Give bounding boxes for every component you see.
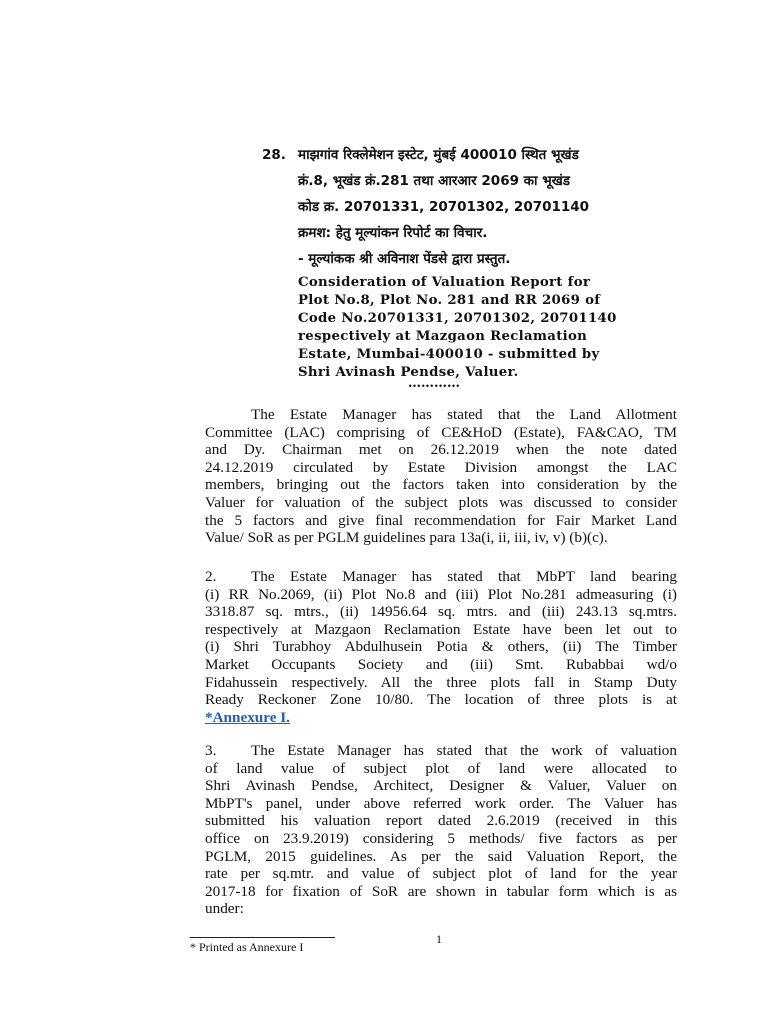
paragraph-line: 2. The Estate Manager has stated that MbPT land bearing <box>205 568 677 585</box>
english-title-line: respectively at Mazgaon Reclamation <box>298 329 588 344</box>
english-title-line: Plot No.8, Plot No. 281 and RR 2069 of <box>298 293 601 308</box>
paragraph-line: rate per sq.mtr. and value of subject plot of land for the year <box>205 865 677 883</box>
paragraph-line: Value/ SoR as per PGLM guidelines para 13a(i, ii, iii, iv, v) (b)(c). <box>205 529 608 547</box>
paragraph-line: Valuer for valuation of the subject plots was discussed to consider <box>205 493 677 511</box>
paragraph-line: Fidahussein respectively. All the three plots fall in Stamp Duty <box>205 673 677 691</box>
paragraph-line: and Dy. Chairman met on 26.12.2019 when the note dated <box>205 441 677 459</box>
paragraph-line: Committee (LAC) comprising of CE&HoD (Estate), FA&CAO, TM <box>205 423 677 441</box>
paragraph-number: 2. <box>205 568 217 585</box>
paragraph-line: Ready Reckoner Zone 10/80. The location of three plots is at <box>205 691 677 709</box>
english-title <box>262 274 642 382</box>
paragraph-line: 3. The Estate Manager has stated that the work of valuation <box>205 742 677 759</box>
annexure-link[interactable]: *Annexure I. <box>205 708 290 726</box>
paragraph-line: MbPT's panel, under above referred work order. The Valuer has <box>205 794 677 812</box>
paragraph-line: (i) Shri Turabhoy Abdulhusein Potia & others, (ii) The Timber <box>205 638 677 656</box>
paragraph-line: members, bringing out the factors taken into consideration by the <box>205 476 677 494</box>
hindi-title-line-4: क्रमश: हेतु मूल्यांकन रिपोर्ट का विचार. <box>298 225 488 241</box>
paragraph-line: Shri Avinash Pendse, Architect, Designer & Valuer, Valuer on <box>205 777 677 795</box>
english-title-line: Estate, Mumbai-400010 - submitted by <box>298 347 600 362</box>
english-title-line: Code No.20701331, 20701302, 20701140 <box>298 311 617 326</box>
paragraph-number: 3. <box>205 742 217 759</box>
footnote-divider <box>190 937 335 938</box>
hindi-title-line-1 <box>262 142 642 168</box>
page-number: 1 <box>436 932 442 946</box>
paragraph-line <box>205 709 677 727</box>
paragraph-line: 2017-18 for fixation of SoR are shown in tabular form which is as <box>205 882 677 900</box>
paragraph-line: Market Occupants Society and (iii) Smt. Rubabbai wd/o <box>205 655 677 673</box>
paragraph-line: 3318.87 sq. mtrs., (ii) 14956.64 sq. mtrs. and (iii) 243.13 sq.mtrs. <box>205 603 677 621</box>
paragraph-line: submitted his valuation report dated 2.6.2019 (received in this <box>205 812 677 830</box>
hindi-title-line-2: क्रं.8, भूखंड क्रं.281 तथा आरआर 2069 का भूखंड <box>298 173 570 189</box>
english-title-line: Shri Avinash Pendse, Valuer. <box>298 365 519 380</box>
separator-dots: ………… <box>408 376 460 391</box>
english-title-line: Consideration of Valuation Report for <box>298 275 591 290</box>
item-number: 28. <box>262 147 286 163</box>
paragraph-line: 24.12.2019 circulated by Estate Division amongst the LAC <box>205 458 677 476</box>
paragraph-line: of land value of subject plot of land were allocated to <box>205 759 677 777</box>
paragraph-line: office on 23.9.2019) considering 5 methods/ five factors as per <box>205 829 677 847</box>
hindi-title-line-3: कोड क्र. 20701331, 20701302, 20701140 <box>298 199 590 215</box>
footnote: * Printed as Annexure I <box>190 940 304 954</box>
paragraph-line: under: <box>205 900 244 918</box>
hindi-submitted-by: - मूल्यांकक श्री अविनाश पेंडसे द्वारा प्रस्तुत. <box>298 251 511 267</box>
paragraph-line: The Estate Manager has stated that the Land Allotment <box>251 406 677 423</box>
paragraph-line: (i) RR No.2069, (ii) Plot No.8 and (iii) Plot No.281 admeasuring (i) <box>205 585 677 603</box>
agenda-heading <box>262 142 642 382</box>
paragraph-line: the 5 factors and give final recommendation for Fair Market Land <box>205 511 677 529</box>
hindi-title-text-1: माझगांव रिक्लेमेशन इस्टेट, मुंबई 400010 स्थित भूखंड <box>298 147 579 163</box>
paragraph-3 <box>205 742 677 918</box>
paragraph-line: PGLM, 2015 guidelines. As per the said Valuation Report, the <box>205 847 677 865</box>
paragraph-1 <box>205 406 677 547</box>
paragraph-line: respectively at Mazgaon Reclamation Estate have been let out to <box>205 620 677 638</box>
paragraph-2 <box>205 568 677 726</box>
